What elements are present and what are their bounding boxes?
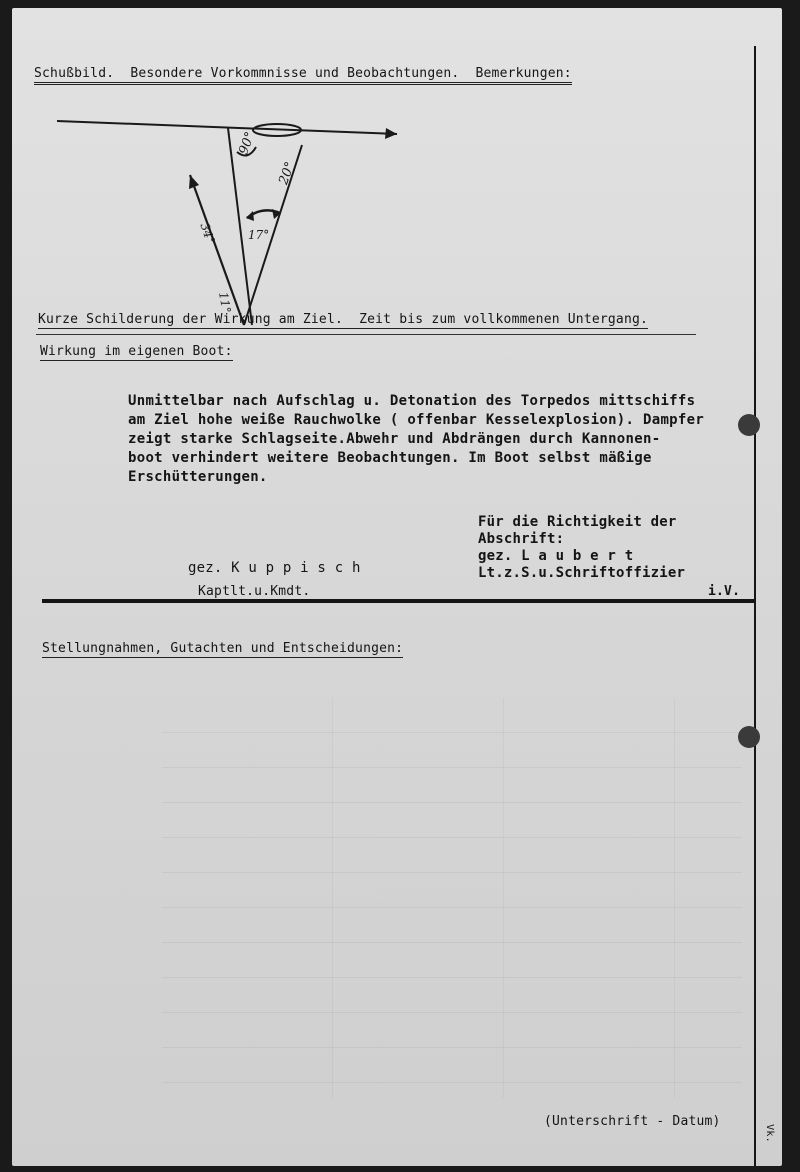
report-line: boot verhindert weitere Beobachtungen. Im Boot selbst mäßige	[128, 450, 652, 466]
report-line: Erschütterungen.	[128, 469, 268, 485]
angle-label-20: 20°	[276, 159, 299, 187]
target-course-arrowhead	[385, 128, 397, 139]
torpedo-firing-diagram	[52, 103, 412, 335]
certification-line: Lt.z.S.u.Schriftoffizier	[478, 565, 686, 581]
section-divider-thick	[42, 599, 756, 603]
punch-hole-upper	[738, 414, 760, 436]
report-line: Unmittelbar nach Aufschlag u. Detonation des Torpedos mittschiffs	[128, 393, 696, 409]
certification-line: Abschrift:	[478, 531, 565, 547]
report-line: am Ziel hohe weiße Rauchwolke ( offenbar Kesselexplosion). Dampfer	[128, 412, 705, 428]
heading-schussbild: Schußbild.	[34, 66, 115, 81]
angle-label-34: 34°	[197, 220, 218, 246]
signature-rank: Kaptlt.u.Kmdt.	[198, 584, 311, 599]
heading-besondere: Besondere Vorkommnisse und Beobachtungen.	[130, 66, 460, 81]
certification-block	[478, 514, 685, 582]
certification-line: gez. L a u b e r t	[478, 548, 634, 564]
angle-label-11: 11°	[216, 290, 234, 315]
margin-note: Vk.	[763, 1124, 775, 1143]
heading-stellungnahmen: Stellungnahmen, Gutachten und Entscheidungen:	[42, 641, 404, 656]
report-line: zeigt starke Schlagseite.Abwehr und Abdrängen durch Kannonen-	[128, 431, 661, 447]
heading-wirkung-eigenen-boot: Wirkung im eigenen Boot:	[40, 344, 233, 359]
angle-label-90: 90°	[236, 129, 259, 157]
margin-rule	[754, 46, 756, 1166]
heading-zeit-bis: Zeit bis zum vollkommenen Untergang.	[359, 312, 649, 327]
target-course-line	[57, 121, 397, 134]
document-sheet	[12, 8, 782, 1166]
signature-date-label: (Unterschrift - Datum)	[544, 1114, 721, 1129]
section-divider-thin	[36, 334, 696, 335]
report-body-text	[128, 392, 704, 487]
certification-iv: i.V.	[708, 584, 741, 599]
angle-arc-17-left-arrow	[246, 211, 254, 221]
u-boat-course-arrowhead	[189, 175, 199, 189]
heading-kurze-schilderung: Kurze Schilderung der Wirkung am Ziel.	[38, 312, 344, 327]
certification-line: Für die Richtigkeit der	[478, 514, 677, 530]
effect-heading-row	[38, 312, 648, 329]
header-row	[34, 66, 572, 85]
punch-hole-lower	[738, 726, 760, 748]
heading-bemerkungen: Bemerkungen:	[475, 66, 572, 81]
angle-label-17: 17°	[248, 228, 270, 242]
faint-bleedthrough-grid	[162, 698, 742, 1098]
signature-name: gez. K u p p i s c h	[188, 560, 361, 576]
